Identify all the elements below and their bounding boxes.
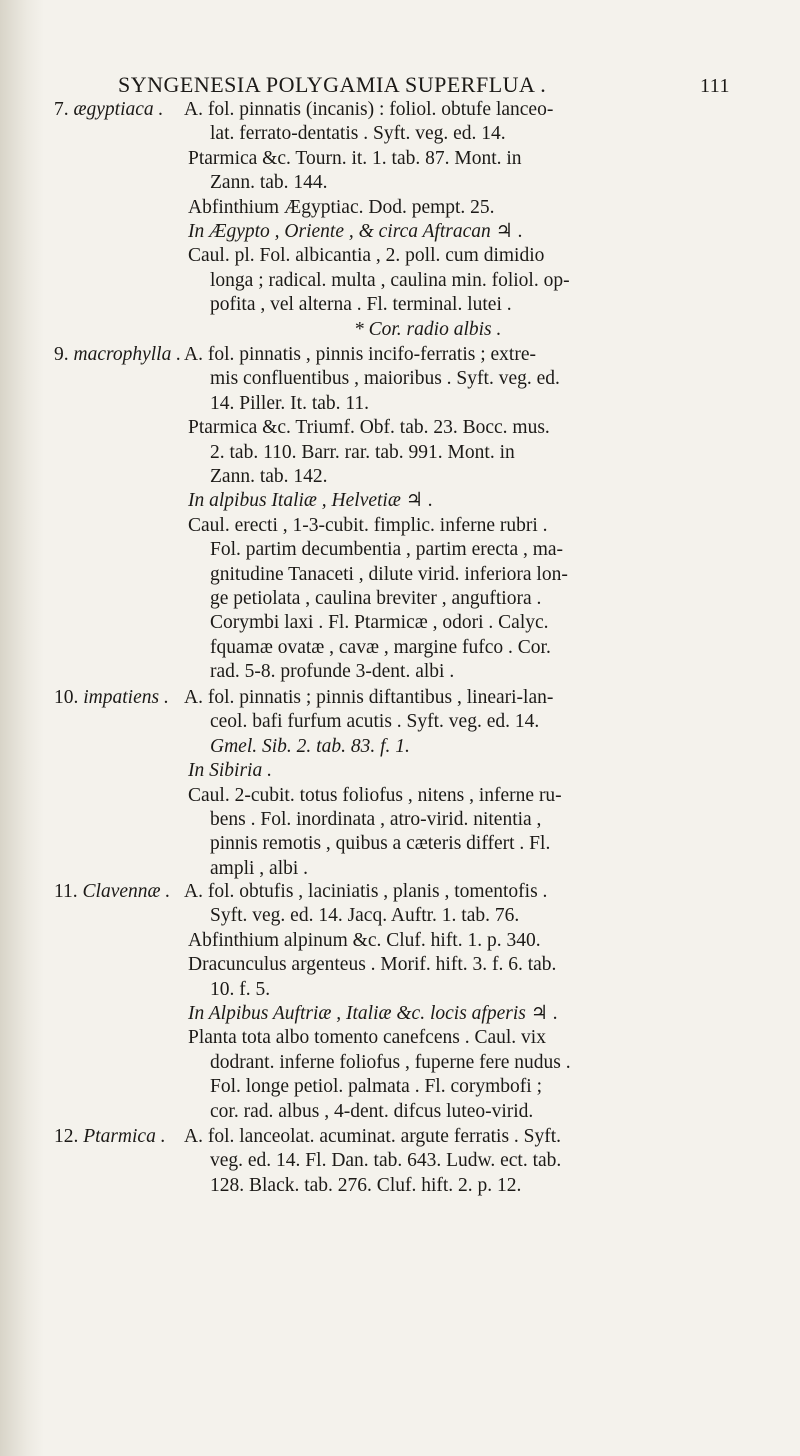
entry-line: lat. ferrato-dentatis . Syft. veg. ed. 14. (210, 123, 506, 145)
entry-line: Planta tota albo tomento canefcens . Caul. vix (188, 1027, 546, 1049)
entry-line: ceol. bafi furfum acutis . Syft. veg. ed. 14. (210, 711, 540, 733)
species-name: impatiens . (83, 687, 169, 708)
species-entry-impatiens (54, 686, 770, 881)
entry-line: gnitudine Tanaceti , dilute virid. inferiora lon- (210, 563, 568, 585)
entry-line: Syft. veg. ed. 14. Jacq. Auftr. 1. tab. 76. (210, 905, 520, 927)
entry-line: bens . Fol. inordinata , atro-virid. nitentia , (210, 809, 542, 831)
entry-line: Dracunculus argenteus . Morif. hift. 3. f. 6. tab. (188, 954, 557, 976)
entry-line: In Ægypto , Oriente , & circa Aftracan ♃ . (188, 221, 523, 243)
entry-line: Caul. erecti , 1-3-cubit. fimplic. inferne rubri . (188, 514, 548, 536)
entry-line: ge petiolata , caulina breviter , anguftiora . (210, 588, 542, 610)
entry-line: In Alpibus Auftriæ , Italiæ &c. locis afperis ♃ . (188, 1003, 558, 1025)
entry-line: Ptarmica &c. Triumf. Obf. tab. 23. Bocc. mus. (188, 417, 550, 439)
species-name: ægyptiaca . (73, 99, 164, 120)
entry-line: veg. ed. 14. Fl. Dan. tab. 643. Ludw. ect. tab. (210, 1150, 562, 1172)
entry-number: 7. (54, 99, 69, 120)
running-header (118, 72, 730, 98)
entry-line: Zann. tab. 142. (210, 466, 328, 488)
species-entry-macrophylla (54, 343, 770, 685)
entry-line: Caul. pl. Fol. albicantia , 2. poll. cum dimidio (188, 245, 545, 267)
species-name: Ptarmica . (83, 1126, 166, 1147)
entry-line: Caul. 2-cubit. totus foliofus , nitens , inferne ru- (188, 784, 562, 806)
entry-line: In alpibus Italiæ , Helvetiæ ♃ . (188, 490, 433, 512)
entry-line: A. fol. pinnatis ; pinnis diftantibus , lineari-lan- (184, 687, 554, 708)
entry-line: A. fol. pinnatis , pinnis incifo-ferratis ; extre- (184, 344, 536, 365)
entry-line: pinnis remotis , quibus a cæteris differt . Fl. (210, 833, 551, 855)
page-number: 111 (699, 75, 730, 97)
entry-line: Fol. partim decumbentia , partim erecta , ma- (210, 539, 564, 561)
entry-number: 12. (54, 1126, 79, 1147)
entry-line: longa ; radical. multa , caulina min. foliol. op- (210, 269, 570, 291)
species-name: Clavennæ . (82, 881, 171, 902)
species-entry-aegyptiaca (54, 98, 770, 342)
entry-line: Fol. longe petiol. palmata . Fl. corymbofi ; (210, 1076, 542, 1098)
entry-variety-note: * Cor. radio albis . (354, 318, 502, 340)
entry-line: Abfinthium Ægyptiac. Dod. pempt. 25. (188, 196, 495, 218)
entry-line: mis confluentibus , maioribus . Syft. veg. ed. (210, 368, 560, 390)
entry-line: A. fol. obtufis , laciniatis , planis , tomentofis . (184, 881, 548, 902)
entry-line: ampli , albi . (210, 857, 309, 879)
entry-number: 11. (54, 881, 78, 902)
entry-line: Abfinthium alpinum &c. Cluf. hift. 1. p. 340. (188, 929, 541, 951)
entry-line: 128. Black. tab. 276. Cluf. hift. 2. p. 12. (210, 1174, 522, 1196)
entry-line: Ptarmica &c. Tourn. it. 1. tab. 87. Mont. in (188, 147, 522, 169)
entry-line: rad. 5-8. profunde 3-dent. albi . (210, 661, 455, 683)
entry-line: fquamæ ovatæ , cavæ , margine fufco . Cor. (210, 636, 551, 658)
entry-line: Gmel. Sib. 2. tab. 83. f. 1. (210, 735, 410, 757)
running-title: SYNGENESIA POLYGAMIA SUPERFLUA . (118, 72, 547, 97)
entry-line: pofita , vel alterna . Fl. terminal. lutei . (210, 294, 512, 316)
entry-line: A. fol. lanceolat. acuminat. argute ferratis . Syft. (184, 1126, 562, 1147)
entry-line: Corymbi laxi . Fl. Ptarmicæ , odori . Calyc. (210, 612, 549, 634)
entry-line: 14. Piller. It. tab. 11. (210, 392, 370, 414)
entry-line: cor. rad. albus , 4-dent. difcus luteo-virid. (210, 1100, 534, 1122)
species-name: macrophylla . (73, 344, 182, 365)
entry-line: 10. f. 5. (210, 978, 271, 1000)
entry-line: Zann. tab. 144. (210, 172, 328, 194)
entry-line: 2. tab. 110. Barr. rar. tab. 991. Mont. in (210, 441, 515, 463)
entry-number: 9. (54, 344, 69, 365)
entry-number: 10. (54, 687, 79, 708)
entry-line: A. fol. pinnatis (incanis) : foliol. obtufe lanceo- (184, 99, 554, 120)
species-entry-ptarmica (54, 1125, 770, 1198)
entry-line: In Sibiria . (188, 760, 272, 782)
page-gutter-shadow (0, 0, 44, 1456)
entry-line: dodrant. inferne foliofus , fuperne fere nudus . (210, 1051, 571, 1073)
species-entry-clavennae (54, 880, 770, 1124)
